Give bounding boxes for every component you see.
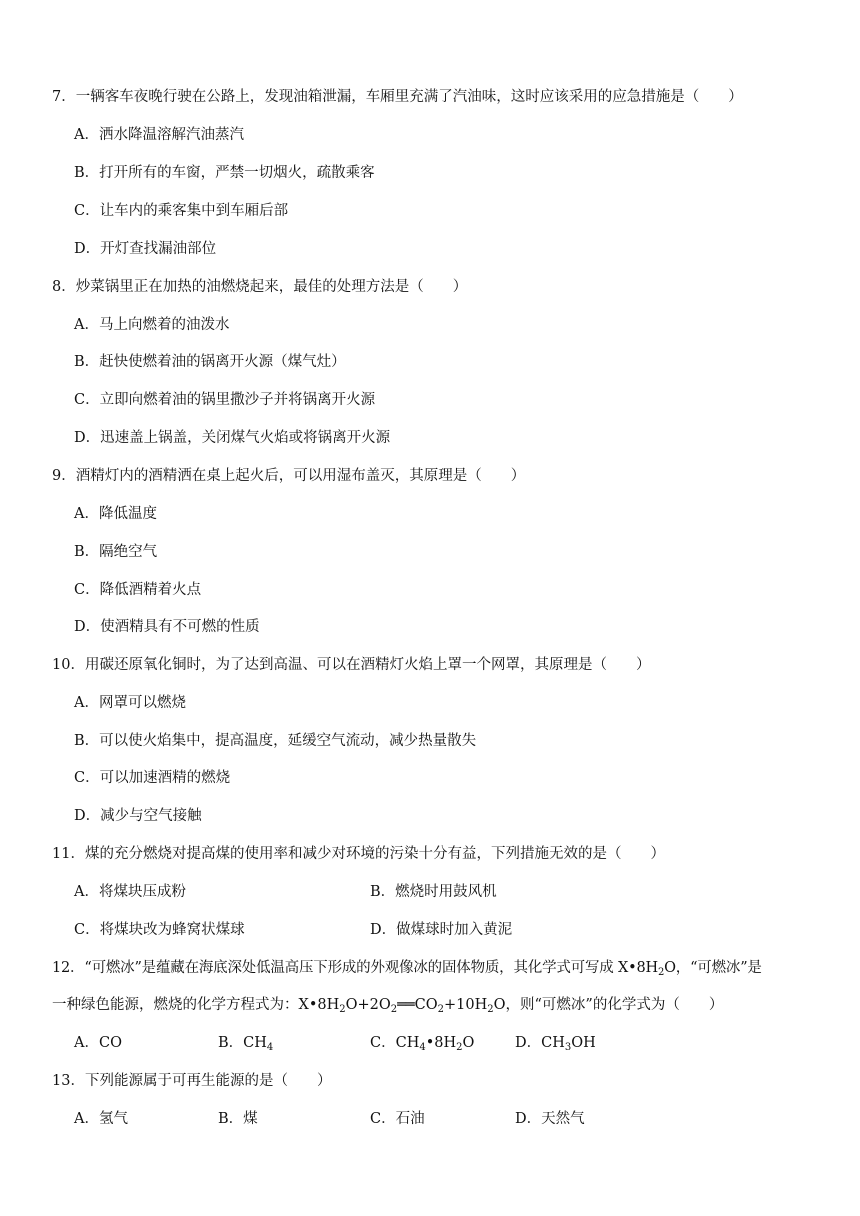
question-11-option-d: D．做煤球时加入黄泥	[370, 922, 513, 938]
question-13-option-c: C．石油	[370, 1111, 425, 1127]
question-12-option-a: A．CO	[74, 1035, 122, 1051]
question-11-option-a: A．将煤块压成粉	[74, 884, 186, 900]
question-8-option-d: D．迅速盖上锅盖，关闭煤气火焰或将锅离开火源	[74, 430, 391, 446]
question-13-option-a: A．氢气	[74, 1111, 128, 1127]
question-11-option-b: B．燃烧时用鼓风机	[370, 884, 497, 900]
question-9-option-d: D．使酒精具有不可燃的性质	[74, 619, 260, 635]
question-8-option-b: B．赶快使燃着油的锅离开火源（煤气灶）	[74, 354, 346, 370]
question-10-stem: 10．用碳还原氧化铜时，为了达到高温、可以在酒精灯火焰上罩一个网罩，其原理是（ ）	[52, 657, 651, 673]
question-9-option-b: B．隔绝空气	[74, 544, 158, 560]
question-13-stem: 13．下列能源属于可再生能源的是（ ）	[52, 1073, 332, 1089]
question-13-option-d: D．天然气	[515, 1111, 585, 1127]
question-8-option-c: C．立即向燃着油的锅里撒沙子并将锅离开火源	[74, 392, 376, 408]
question-10-option-a: A．网罩可以燃烧	[74, 695, 186, 711]
question-12-stem-line-1: 12．“可燃冰”是蕴藏在海底深处低温高压下形成的外观像冰的固体物质，其化学式可写成 $X•8H_2O$，“可燃冰”是	[52, 960, 762, 978]
question-11-stem: 11．煤的充分燃烧对提高煤的使用率和减少对环境的污染十分有益，下列措施无效的是（ ）	[52, 846, 665, 862]
question-9-stem: 9．酒精灯内的酒精洒在桌上起火后，可以用湿布盖灭，其原理是（ ）	[52, 468, 526, 484]
question-12-option-c: C．$CH_4•8H_2O$	[370, 1035, 475, 1053]
question-7-option-c: C．让车内的乘客集中到车厢后部	[74, 203, 289, 219]
question-7-stem: 7．一辆客车夜晚行驶在公路上，发现油箱泄漏，车厢里充满了汽油味，这时应该采用的应急措施是（ ）	[52, 89, 743, 105]
question-9-option-a: A．降低温度	[74, 506, 157, 522]
question-12-option-b: B．$CH_4$	[218, 1035, 274, 1053]
question-10-option-d: D．减少与空气接触	[74, 808, 202, 824]
question-7-option-d: D．开灯查找漏油部位	[74, 241, 217, 257]
question-12-stem-line-2: 一种绿色能源，燃烧的化学方程式为：$X•8H_2O+2O_2══CO_2+10H_2O$，则“可燃冰”的化学式为（ ）	[52, 997, 724, 1015]
question-10-option-c: C．可以加速酒精的燃烧	[74, 770, 231, 786]
question-11-option-c: C．将煤块改为蜂窝状煤球	[74, 922, 245, 938]
question-13-option-b: B．煤	[218, 1111, 258, 1127]
question-10-option-b: B．可以使火焰集中，提高温度，延缓空气流动，减少热量散失	[74, 733, 477, 749]
question-7-option-b: B．打开所有的车窗，严禁一切烟火，疏散乘客	[74, 165, 375, 181]
question-9-option-c: C．降低酒精着火点	[74, 582, 202, 598]
question-12-option-d: D．$CH_3OH$	[515, 1035, 596, 1053]
question-7-option-a: A．洒水降温溶解汽油蒸汽	[74, 127, 244, 143]
question-8-stem: 8．炒菜锅里正在加热的油燃烧起来，最佳的处理方法是（ ）	[52, 279, 468, 295]
question-8-option-a: A．马上向燃着的油泼水	[74, 317, 230, 333]
